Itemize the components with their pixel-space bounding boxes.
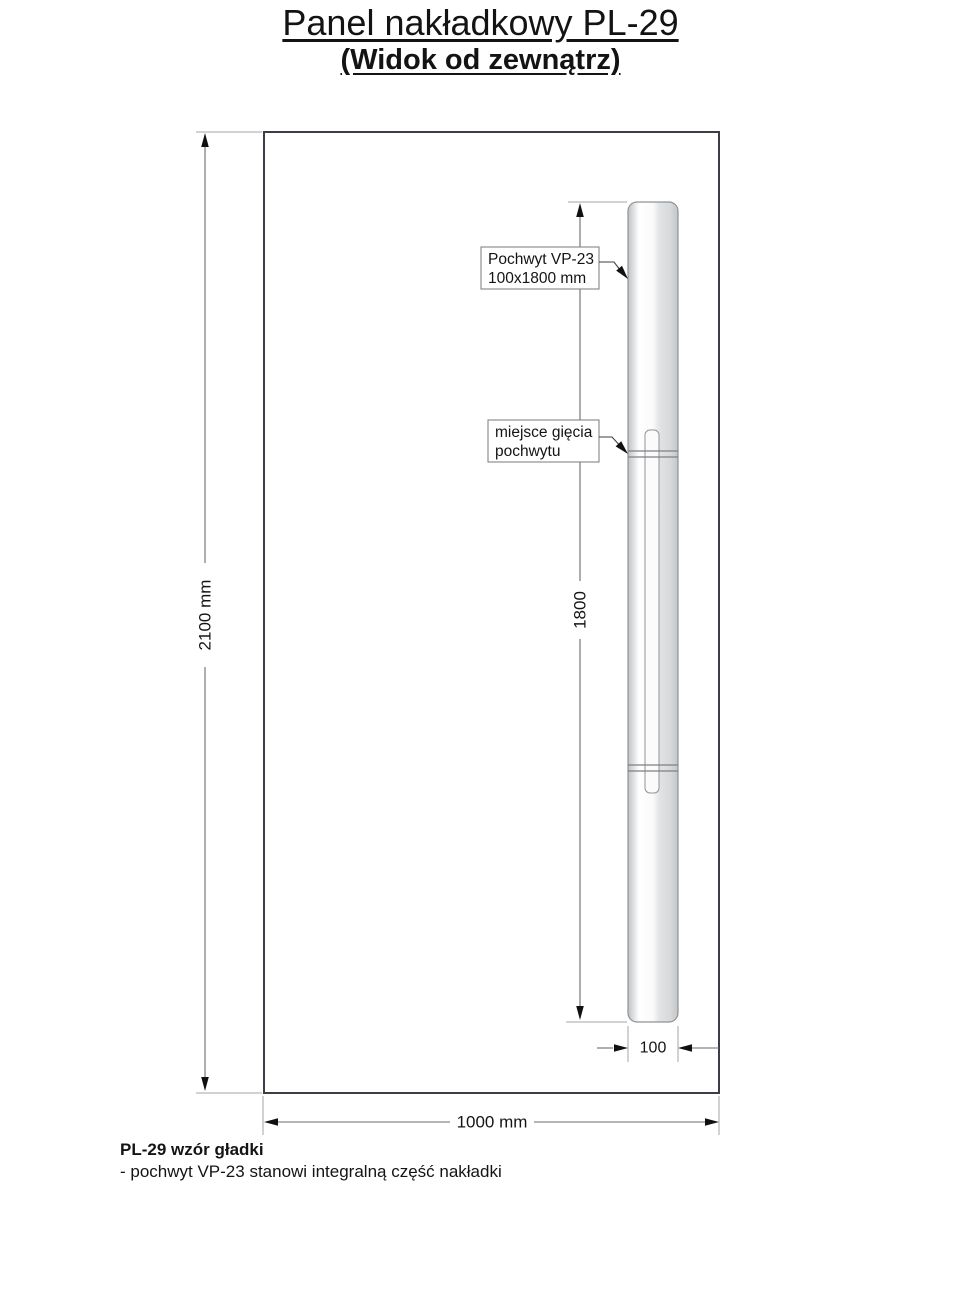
note-detail: - pochwyt VP-23 stanowi integralną część nakładki	[120, 1162, 502, 1181]
dim-label-panel-height: 2100 mm	[195, 579, 215, 651]
dim-label-handle-width: 100	[639, 1039, 667, 1057]
dimension-panel-width	[264, 1113, 719, 1132]
notes-block	[120, 1139, 502, 1183]
arrow-right-icon	[705, 1118, 719, 1125]
arrow-left-icon	[264, 1118, 278, 1125]
dimension-panel-height	[196, 133, 215, 1091]
dim-label-handle-height: 1800	[570, 591, 590, 629]
handle-slot	[645, 430, 659, 793]
arrow-down-icon	[201, 1077, 209, 1091]
callout-handle-line2: 100x1800 mm	[488, 270, 587, 287]
note-heading: PL-29 wzór gładki	[120, 1140, 264, 1159]
arrow-up-icon	[201, 133, 209, 147]
callout-bend-line2: pochwytu	[495, 443, 561, 460]
dim-label-panel-width: 1000 mm	[456, 1112, 528, 1132]
callout-bend-line1: miejsce gięcia	[495, 424, 593, 441]
page-title: Panel nakładkowy PL-29	[282, 2, 679, 43]
callout-handle-line1: Pochwyt VP-23	[488, 251, 594, 268]
page-subtitle: (Widok od zewnątrz)	[340, 44, 621, 76]
